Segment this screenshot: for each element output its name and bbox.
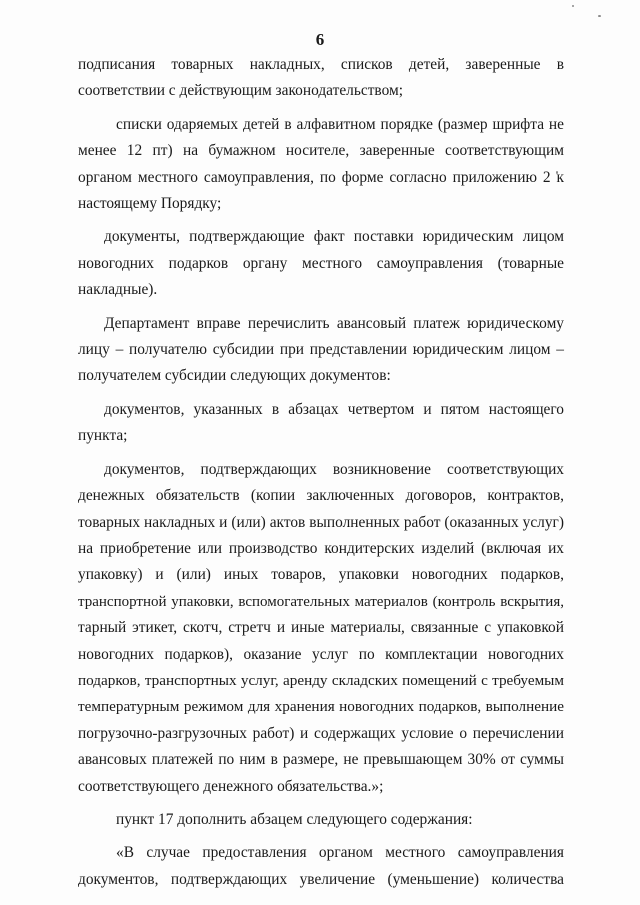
page-number: 6 (315, 30, 325, 49)
text-line: настоящему Порядку; (78, 195, 222, 213)
text-line: соответствии с действующим законодательством; (78, 82, 403, 100)
paragraph (78, 457, 564, 800)
text-line: документов, подтверждающих возникновение соответствующих (104, 460, 564, 478)
text-line: документов, указанных в абзацах четвертом и пятом настоящего (104, 400, 564, 418)
text-line: подарков, транспортных услуг, аренду складских помещений с требуемым (78, 671, 564, 689)
paragraph (78, 52, 564, 105)
text-line: транспортной упаковки, вспомогательных материалов (контроль вскрытия, (78, 593, 564, 610)
paragraph (78, 311, 564, 390)
text-line: пункт 17 дополнить абзацем следующего содержания: (116, 810, 473, 828)
text-line: упаковку) и (или) иных товаров, упаковки новогодних подарков, (78, 566, 564, 584)
text-line: органом местного самоуправления, по форме согласно приложению 2 к (78, 168, 564, 186)
scan-speck (572, 5, 574, 7)
text-line: пункта; (78, 427, 128, 445)
text-line: новогодних подарков), оказание услуг по комплектации новогодних (78, 645, 564, 663)
text-line: «В случае предоставления органом местного самоуправления (116, 844, 564, 862)
text-line: документы, подтверждающие факт поставки юридическим лицом (104, 228, 564, 246)
text-line: Департамент вправе перечислить авансовый платеж юридическому (104, 314, 564, 332)
text-line: лицу – получателю субсидии при представлении юридическим лицом – (78, 341, 564, 359)
text-line: документов, подтверждающих увеличение (уменьшение) количества (78, 870, 564, 888)
text-line: списки одаряемых детей в алфавитном порядке (размер шрифта не (116, 115, 564, 133)
text-line: накладные). (78, 281, 158, 299)
paragraph (78, 112, 564, 218)
text-line: получателем субсидии следующих документов: (78, 367, 391, 385)
text-line: новогодних подарков органу местного самоуправления (товарные (78, 254, 564, 272)
text-line: температурным режимом для хранения новогодних подарков, выполнение (78, 698, 564, 716)
text-line: на приобретение или производство кондитерских изделий (включая их (78, 539, 564, 557)
paragraph (78, 807, 564, 833)
text-line: подписания товарных накладных, списков детей, заверенные в (78, 56, 564, 73)
paragraph (78, 224, 564, 303)
document-body (78, 52, 564, 893)
text-line: товарных накладных и (или) актов выполненных работ (оказанных услуг) (78, 513, 564, 531)
paragraph (78, 397, 564, 450)
scan-speck (598, 15, 601, 17)
text-line: денежных обязательств (копии заключенных договоров, контрактов, (78, 487, 564, 505)
text-line: погрузочно-разгрузочных работ) и содержащих условие о перечислении (78, 724, 564, 742)
text-line: соответствующего денежного обязательства.»; (78, 777, 384, 795)
text-line: тарный этикет, скотч, стретч и иные материалы, связанные с упаковкой (78, 619, 564, 637)
text-line: менее 12 пт) на бумажном носителе, заверенные соответствующим (78, 142, 564, 160)
paragraph (78, 840, 564, 893)
text-line: авансовых платежей по ним в размере, не превышающем 30% от суммы (78, 751, 564, 769)
